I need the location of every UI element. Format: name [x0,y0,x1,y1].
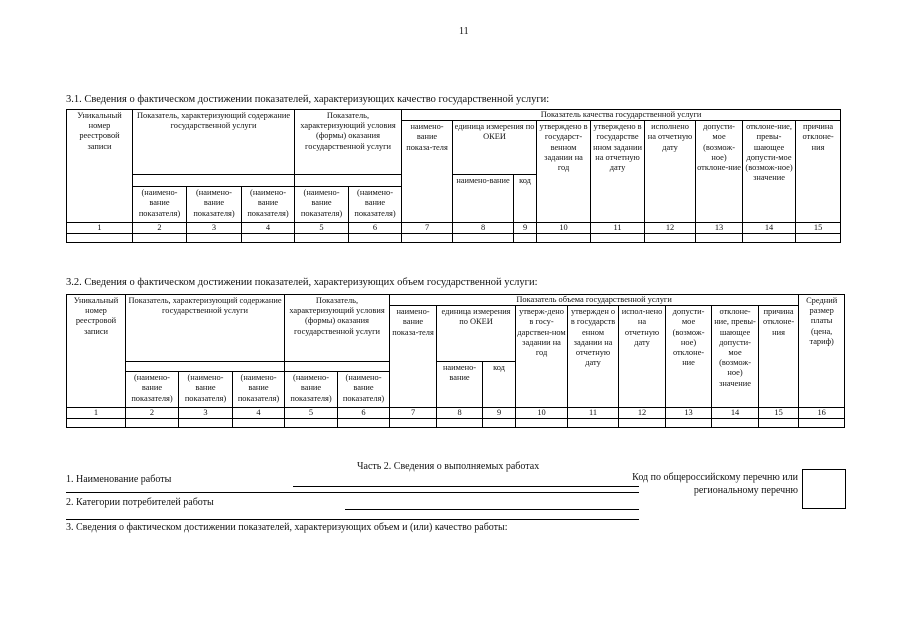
content-indicator-header: Показатель, характеризующий содержание государственной услуги [133,110,295,175]
page-number: 11 [459,26,469,37]
registry-number-header: Уникальный номер реестровой записи [67,110,133,223]
column-number: 11 [591,223,645,234]
data-cell[interactable] [759,419,799,428]
column-number: 13 [696,223,743,234]
unit-code-header: код [514,175,537,223]
data-cell[interactable] [619,419,666,428]
column-number: 12 [619,408,666,419]
data-cell[interactable] [242,234,295,243]
conditions-indicator-name-2: (наимено-вание показателя) [338,372,390,408]
column-number: 2 [133,223,187,234]
unit-name-header: наимено-вание [437,362,483,408]
column-number: 7 [390,408,437,419]
average-fee-header: Средний размер платы (цена, тариф) [799,295,845,408]
deviation-reason-header: причина отклоне-ния [796,121,841,223]
data-cell[interactable] [67,419,126,428]
data-cell[interactable] [179,419,233,428]
consumer-categories-line[interactable] [345,509,639,510]
unit-code-header: код [483,362,516,408]
column-number: 12 [645,223,696,234]
column-number: 7 [402,223,453,234]
work-name-line-2 [66,492,639,493]
column-number: 14 [712,408,759,419]
column-number: 9 [483,408,516,419]
data-cell[interactable] [483,419,516,428]
data-cell[interactable] [67,234,133,243]
data-cell[interactable] [295,234,349,243]
unit-name-header: наимено-вание [453,175,514,223]
content-indicator-name-1: (наимено-вание показателя) [133,187,187,223]
volume-table [66,294,845,428]
data-cell[interactable] [133,234,187,243]
part-2-title: Часть 2. Сведения о выполняемых работах [357,461,540,472]
data-cell[interactable] [233,419,285,428]
column-number: 5 [285,408,338,419]
column-number: 16 [799,408,845,419]
data-cell[interactable] [437,419,483,428]
conditions-subheader-spacer [285,362,390,372]
consumer-categories-line-2 [66,519,639,520]
data-cell[interactable] [349,234,402,243]
section-3-1-heading: 3.1. Сведения о фактическом достижении показателей, характеризующих качество государственной услуги: [66,94,550,105]
content-subheader-spacer [126,362,285,372]
content-indicator-name-2: (наимено-вание показателя) [179,372,233,408]
conditions-indicator-header: Показатель, характеризующий условия (формы) оказания государственной услуги [285,295,390,362]
data-cell[interactable] [126,419,179,428]
column-number: 9 [514,223,537,234]
data-cell[interactable] [645,234,696,243]
content-indicator-name-3: (наимено-вание показателя) [242,187,295,223]
column-number: 15 [796,223,841,234]
data-cell[interactable] [514,234,537,243]
registry-code-box[interactable] [802,469,846,509]
consumer-categories-label: 2. Категории потребителей работы [66,497,214,508]
registry-number-header: Уникальный номер реестровой записи [67,295,126,408]
content-indicator-header: Показатель, характеризующий содержание государственной услуги [126,295,285,362]
registry-code-label: Код по общероссийскому перечню или региональному перечню [632,472,798,496]
data-cell[interactable] [402,234,453,243]
conditions-indicator-name-1: (наимено-вание показателя) [285,372,338,408]
data-cell[interactable] [696,234,743,243]
column-number-row [67,408,845,419]
data-cell[interactable] [187,234,242,243]
data-cell[interactable] [568,419,619,428]
approved-date-header: утвержден о в государств енном задании на отчетную дату [568,306,619,408]
data-cell[interactable] [799,419,845,428]
content-indicator-name-3: (наимено-вание показателя) [233,372,285,408]
content-indicator-name-2: (наимено-вание показателя) [187,187,242,223]
column-number: 5 [295,223,349,234]
allowed-deviation-header: допусти-мое (возмож-ное) отклоне-ние [696,121,743,223]
column-number: 2 [126,408,179,419]
section-3-2-heading: 3.2. Сведения о фактическом достижении показателей, характеризующих объем государственной услуги: [66,277,538,288]
quality-indicator-header: Показатель качества государственной услуги [402,110,841,121]
work-name-label: 1. Наименование работы [66,474,172,485]
data-cell[interactable] [712,419,759,428]
column-number: 13 [666,408,712,419]
data-cell[interactable] [285,419,338,428]
conditions-subheader-spacer [295,175,402,187]
column-number: 10 [537,223,591,234]
column-number: 8 [437,408,483,419]
column-number: 8 [453,223,514,234]
data-cell[interactable] [537,234,591,243]
approved-date-header: утверждено в государстве нном задании на отчетную дату [591,121,645,223]
indicator-name-header: наимено-вание показа-теля [390,306,437,408]
excess-deviation-header: отклоне-ние, превы-шающее допусти-мое (возмож-ное) значение [743,121,796,223]
approved-task-header: утверж-дено в госу-дарствен-ном задании на год [516,306,568,408]
unit-okei-header: единица измерения по ОКЕИ [437,306,516,362]
column-number: 3 [187,223,242,234]
column-number: 1 [67,223,133,234]
data-cell[interactable] [516,419,568,428]
conditions-indicator-name-1: (наимено-вание показателя) [295,187,349,223]
done-header: испол-нено на отчетную дату [619,306,666,408]
content-subheader-spacer [133,175,295,187]
conditions-indicator-name-2: (наимено-вание показателя) [349,187,402,223]
column-number: 6 [349,223,402,234]
column-number: 14 [743,223,796,234]
column-number: 3 [179,408,233,419]
excess-deviation-header: отклоне-ние, превы-шающее допусти-мое (возмож-ное) значение [712,306,759,408]
approved-task-header: утверждено в государст-венном задании на год [537,121,591,223]
column-number: 4 [242,223,295,234]
column-number: 15 [759,408,799,419]
data-cell[interactable] [390,419,437,428]
data-cell[interactable] [453,234,514,243]
conditions-indicator-header: Показатель, характеризующий условия (формы) оказания государственной услуги [295,110,402,175]
data-row [67,419,845,428]
indicator-name-header: наимено-вание показа-теля [402,121,453,223]
column-number: 11 [568,408,619,419]
data-cell[interactable] [591,234,645,243]
column-number: 4 [233,408,285,419]
work-name-line[interactable] [293,486,639,487]
data-cell[interactable] [796,234,841,243]
done-header: исполнено на отчетную дату [645,121,696,223]
column-number: 1 [67,408,126,419]
column-number-row [67,223,841,234]
data-cell[interactable] [338,419,390,428]
column-number: 6 [338,408,390,419]
data-cell[interactable] [666,419,712,428]
unit-okei-header: единица измерения по ОКЕИ [453,121,537,175]
allowed-deviation-header: допусти-мое (возмож-ное) отклоне-ние [666,306,712,408]
volume-indicator-header: Показатель объема государственной услуги [390,295,799,306]
deviation-reason-header: причина отклоне-ния [759,306,799,408]
quality-table [66,109,841,243]
data-cell[interactable] [743,234,796,243]
column-number: 10 [516,408,568,419]
data-row [67,234,841,243]
content-indicator-name-1: (наимено-вание показателя) [126,372,179,408]
section-3-heading: 3. Сведения о фактическом достижении показателей, характеризующих объем и (или) качество работы: [66,522,508,533]
